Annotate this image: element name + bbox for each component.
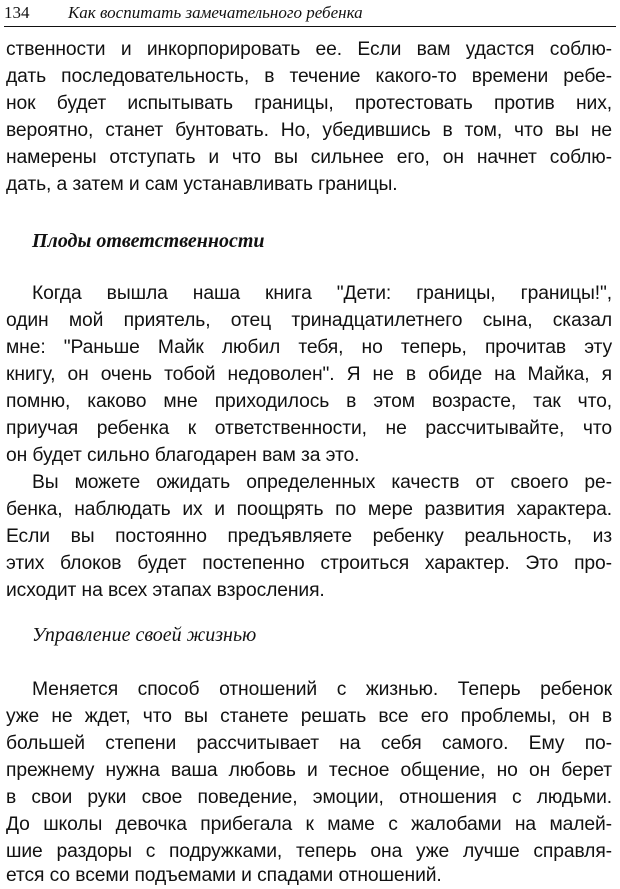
- text-line: прежнему нужна ваша любовь и тесное общение, но он берет: [6, 760, 612, 781]
- text-line: намерены отступать и что вы сильнее его, он начнет соблю-: [6, 147, 612, 168]
- text-line: ственности и инкорпорировать ее. Если вам удастся соблю-: [6, 39, 612, 60]
- text-line: помню, каково мне приходилось в этом возрасте, так что,: [6, 391, 612, 412]
- running-title: Как воспитать замечательного ребенка: [68, 3, 363, 22]
- text-line: большей степени рассчитывает на себя самого. Ему по-: [6, 733, 612, 754]
- text-line: книгу, он очень тобой недоволен". Я не в обиде на Майка, я: [6, 364, 612, 385]
- section-heading: Управление своей жизнью: [32, 624, 257, 646]
- text-line: дать последовательность, в течение какого-то времени ребе-: [6, 66, 612, 87]
- text-line: дать, а затем и сам устанавливать границы.: [6, 174, 398, 195]
- page-header: [4, 2, 616, 27]
- text-line: один мой приятель, отец тринадцатилетнего сына, сказал: [6, 310, 612, 331]
- text-line: нок будет испытывать границы, протестовать против них,: [6, 93, 612, 114]
- text-line: исходит на всех этапах взросления.: [6, 580, 325, 601]
- text-line: уже не ждет, что вы станете решать все его проблемы, он в: [6, 706, 612, 727]
- text-line: Если вы постоянно предъявляете ребенку реальность, из: [6, 526, 612, 547]
- text-line: в свои руки свое поведение, эмоции, отношения с людьми.: [6, 787, 612, 808]
- text-line: До школы девочка прибегала к маме с жалобами на малей-: [6, 814, 612, 835]
- text-line: этих блоков будет постепенно строиться характер. Это про-: [6, 553, 612, 574]
- text-line: ется со всеми подъемами и спадами отношений.: [6, 865, 442, 886]
- text-line: шие раздоры с подружками, теперь она уже лучше справля-: [6, 841, 612, 862]
- text-line: приучая ребенка к ответственности, не рассчитывайте, что: [6, 418, 612, 439]
- page-number: 134: [4, 3, 30, 22]
- text-line: вероятно, станет бунтовать. Но, убедившись в том, что вы не: [6, 120, 612, 141]
- text-line: Вы можете ожидать определенных качеств от своего ре-: [32, 472, 612, 493]
- text-line: мне: "Раньше Майк любил тебя, но теперь, прочитав эту: [6, 337, 612, 358]
- section-heading: Плоды ответственности: [32, 230, 265, 252]
- text-line: он будет сильно благодарен вам за это.: [6, 445, 360, 466]
- text-line: Меняется способ отношений с жизнью. Теперь ребенок: [32, 679, 612, 700]
- text-line: бенка, наблюдать их и поощрять по мере развития характера.: [6, 499, 612, 520]
- text-line: Когда вышла наша книга "Дети: границы, границы!",: [32, 283, 612, 304]
